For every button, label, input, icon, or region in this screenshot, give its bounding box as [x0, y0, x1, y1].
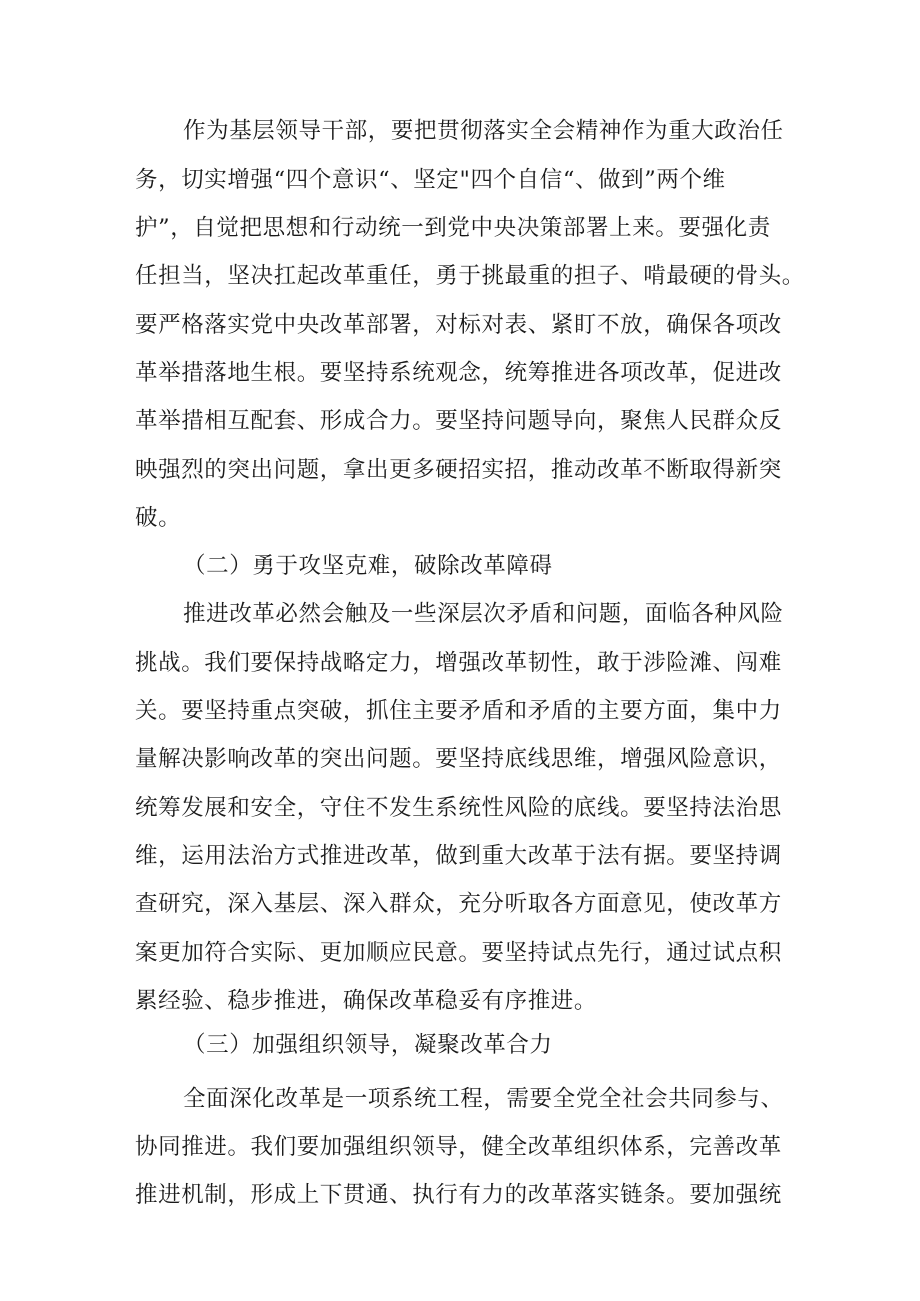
section-heading: （三）加强组织领导，凝聚改革合力 — [183, 1032, 553, 1058]
body-text-line: 统筹发展和安全，守住不发生系统性风险的底线。要坚持法治思 — [135, 795, 782, 821]
body-text-line: 查研究，深入基层、深入群众，充分听取各方面意见，使改革方 — [135, 891, 782, 917]
body-text-line: 要严格落实党中央改革部署，对标对表、紧盯不放，确保各项改 — [135, 312, 782, 338]
body-text-line: 累经验、稳步推进，确保改革稳妥有序推进。 — [135, 988, 598, 1014]
body-text-line: 量解决影响改革的突出问题。要坚持底线思维，增强风险意识， — [135, 746, 782, 772]
body-text-line: 护”，自觉把思想和行动统一到党中央决策部署上来。要强化责 — [135, 215, 771, 241]
body-text-line: 维，运用法治方式推进改革，做到重大改革于法有据。要坚持调 — [135, 843, 782, 869]
section-heading: （二）勇于攻坚克难，破除改革障碍 — [183, 553, 553, 579]
body-text-line: 作为基层领导干部，要把贯彻落实全会精神作为重大政治任 — [183, 118, 784, 144]
body-text-line: 破。 — [135, 505, 182, 531]
body-text-line: 映强烈的突出问题，拿出更多硬招实招，推动改革不断取得新突 — [135, 457, 782, 483]
body-text-line: 革举措落地生根。要坚持系统观念，统筹推进各项改革，促进改 — [135, 360, 782, 386]
body-text-line: 案更加符合实际、更加顺应民意。要坚持试点先行，通过试点积 — [135, 940, 782, 966]
body-text-line: 推进改革必然会触及一些深层次矛盾和问题，面临各种风险 — [183, 601, 784, 627]
body-text-line: 推进机制，形成上下贯通、执行有力的改革落实链条。要加强统 — [135, 1182, 782, 1208]
body-text-line: 革举措相互配套、形成合力。要坚持问题导向，聚焦人民群众反 — [135, 408, 782, 434]
body-text-line: 任担当，坚决扛起改革重任，勇于挑最重的担子、啃最硬的骨头。 — [135, 263, 805, 289]
body-text-line: 全面深化改革是一项系统工程，需要全党全社会共同参与、 — [183, 1086, 784, 1112]
body-text-line: 关。要坚持重点突破，抓住主要矛盾和矛盾的主要方面，集中力 — [135, 698, 782, 724]
body-text-line: 务，切实增强“四个意识“、坚定"四个自信“、做到”两个维 — [135, 167, 726, 193]
body-text-line: 挑战。我们要保持战略定力，增强改革韧性，敢于涉险滩、闯难 — [135, 650, 782, 676]
body-text-line: 协同推进。我们要加强组织领导，健全改革组织体系，完善改革 — [135, 1134, 782, 1160]
